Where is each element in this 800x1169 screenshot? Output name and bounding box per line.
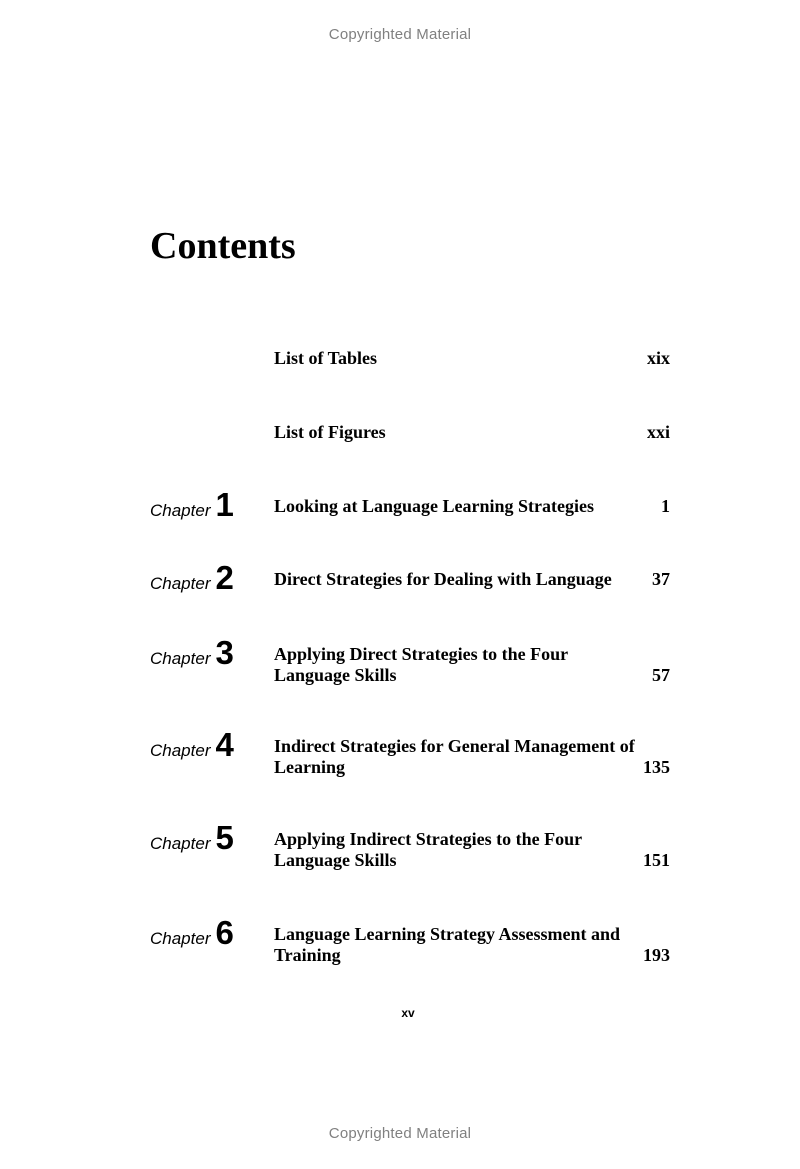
chapter-label bbox=[150, 818, 234, 864]
page-number: xv bbox=[401, 1006, 415, 1020]
toc-entry-page: xix bbox=[646, 348, 670, 368]
toc-entry-title: List of Tables bbox=[274, 348, 378, 368]
toc-entry-page: 193 bbox=[643, 945, 670, 965]
toc-entry-title: Looking at Language Learning Strategies bbox=[274, 496, 595, 516]
chapter-label bbox=[150, 913, 234, 959]
toc-entry-title: List of Figures bbox=[274, 422, 386, 442]
chapter-word: Chapter bbox=[150, 741, 211, 760]
toc-entry-page: xxi bbox=[646, 422, 670, 442]
toc-entry-page: 37 bbox=[652, 569, 670, 589]
chapter-number: 5 bbox=[215, 819, 234, 856]
chapter-number: 1 bbox=[215, 486, 234, 523]
chapter-label bbox=[150, 485, 234, 531]
chapter-number: 2 bbox=[215, 559, 234, 596]
toc-entry-page: 57 bbox=[652, 665, 670, 685]
chapter-label bbox=[150, 558, 234, 604]
chapter-label bbox=[150, 725, 234, 771]
toc-entry-title: Direct Strategies for Dealing with Language bbox=[274, 569, 612, 589]
chapter-word: Chapter bbox=[150, 501, 211, 520]
toc-entry-title: Language Learning Strategy Assessment and Training bbox=[274, 924, 621, 965]
toc-entry-page: 135 bbox=[643, 757, 670, 777]
chapter-number: 4 bbox=[215, 726, 234, 763]
toc-entry-page: 1 bbox=[661, 496, 670, 516]
chapter-word: Chapter bbox=[150, 574, 211, 593]
toc-entry-page: 151 bbox=[643, 850, 670, 870]
copyright-watermark-bottom: Copyrighted Material bbox=[328, 1125, 472, 1142]
chapter-label bbox=[150, 633, 234, 679]
chapter-word: Chapter bbox=[150, 929, 211, 948]
page-title: Contents bbox=[150, 225, 296, 267]
toc-entry-title: Applying Direct Strategies to the Four Language Skills bbox=[274, 644, 568, 685]
chapter-number: 6 bbox=[215, 914, 234, 951]
copyright-watermark-top: Copyrighted Material bbox=[328, 26, 472, 43]
chapter-word: Chapter bbox=[150, 649, 211, 668]
chapter-number: 3 bbox=[215, 634, 234, 671]
chapter-word: Chapter bbox=[150, 834, 211, 853]
toc-entry-title: Indirect Strategies for General Management of Learning bbox=[274, 736, 635, 777]
toc-entry-title: Applying Indirect Strategies to the Four Language Skills bbox=[274, 829, 582, 870]
